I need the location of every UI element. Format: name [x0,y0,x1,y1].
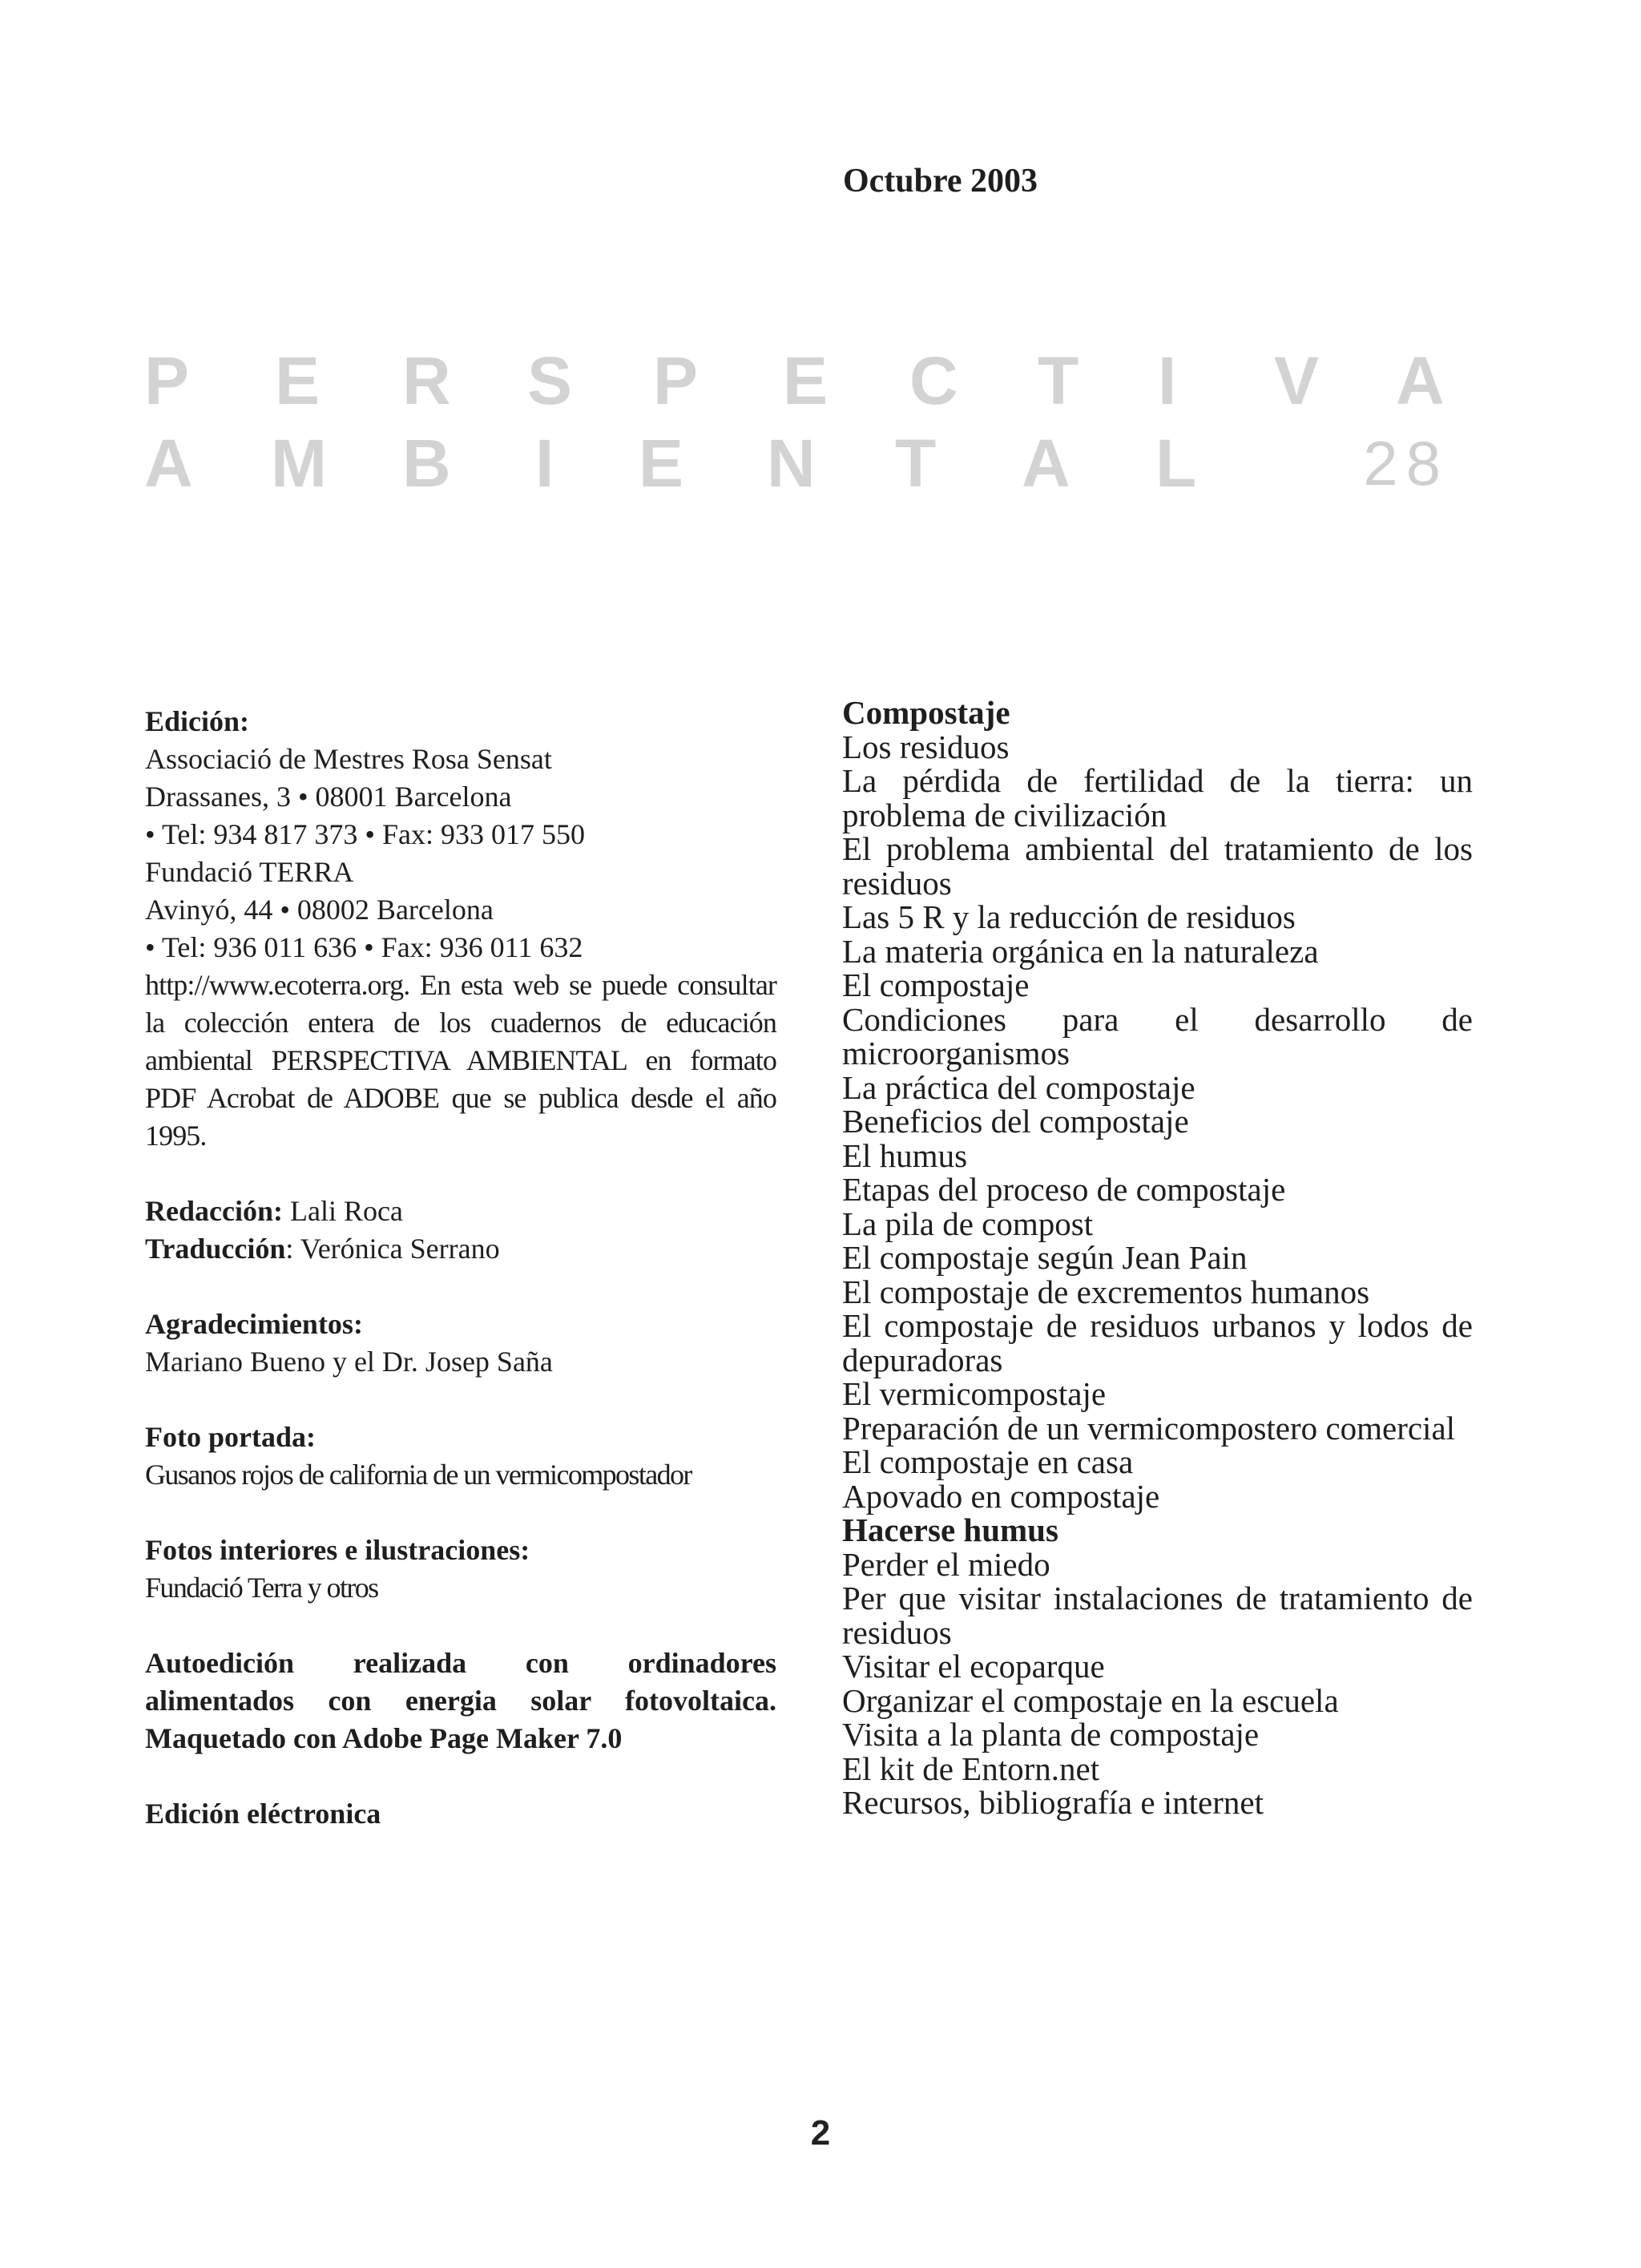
toc-entry: El vermicompostaje [842,1375,1107,1412]
toc-entry: Preparación de un vermicompostero comercial [842,1409,1456,1447]
fotos-interiores-label: Fotos interiores e ilustraciones: [145,1534,530,1566]
redaccion-value: Lali Roca [282,1195,403,1227]
toc-entry: El humus [842,1136,968,1174]
credit-line: Drassanes, 3 • 08001 Barcelona [145,781,512,813]
masthead-letter: E [783,343,829,418]
toc-entry: El compostaje según Jean Pain [842,1239,1248,1276]
masthead-letter: C [909,343,958,418]
toc-entry: La pérdida de fertilidad de la tierra: un problema de civilización [842,762,1473,833]
foto-portada-label: Foto portada: [145,1421,316,1453]
masthead-letter: T [1038,343,1079,418]
masthead-letter: E [639,426,684,501]
toc-entry: Etapas del proceso de compostaje [842,1171,1286,1208]
masthead-letter: I [1158,343,1177,418]
table-of-contents [842,696,1473,1820]
toc-entry: El compostaje de residuos urbanos y lodos de depuradoras [842,1307,1473,1378]
web-description: http://www.ecoterra.org. En esta web se puede consultar la colección entera de los cuadernos de educación ambiental PERSPECTIVA AMBIENTAL en formato PDF Acrobat de ADOBE que se publica desde el año 1995. [145,969,776,1152]
toc-entry: Condiciones para el desarrollo de microorganismos [842,1000,1473,1071]
masthead-letter: L [1155,426,1197,501]
credit-line: Fundació TERRA [145,856,354,888]
masthead-letter: N [767,426,816,501]
toc-entry: Visitar el ecoparque [842,1648,1105,1685]
masthead-letter: A [1022,426,1070,501]
credit-line: Avinyó, 44 • 08002 Barcelona [145,894,494,926]
toc-entry: El compostaje [842,967,1030,1003]
masthead-letter: V [1274,343,1320,418]
masthead-letter: P [653,343,699,418]
toc-entry: Organizar el compostaje en la escuela [842,1681,1339,1719]
toc-section-heading: Compostaje [842,694,1010,731]
issue-date: Octubre 2003 [843,163,1038,200]
toc-entry: Perder el miedo [842,1545,1050,1583]
masthead-letter: M [271,426,327,501]
toc-entry: Recursos, bibliografía e internet [842,1784,1264,1821]
credit-line: • Tel: 936 011 636 • Fax: 936 011 632 [145,931,583,963]
toc-entry: La pila de compost [842,1205,1094,1242]
masthead-letter: E [275,343,321,418]
toc-entry: El compostaje en casa [842,1443,1134,1480]
toc-entry: El problema ambiental del tratamiento de los residuos [842,830,1473,902]
masthead-letter: I [535,426,554,501]
agradecimientos-value: Mariano Bueno y el Dr. Josep Saña [145,1346,553,1378]
toc-entry: Per que visitar instalaciones de tratamiento de residuos [842,1580,1473,1651]
masthead-letter: A [144,426,193,501]
fotos-interiores-value: Fundació Terra y otros [145,1572,378,1604]
foto-portada-value: Gusanos rojos de california de un vermicompostador [145,1459,691,1491]
traduccion-label: Traducción [145,1233,286,1265]
masthead-letter: B [402,426,451,501]
masthead-title-line-1 [144,341,1449,421]
credit-line: • Tel: 934 817 373 • Fax: 933 017 550 [145,818,586,850]
toc-entry: Visita a la planta de compostaje [842,1716,1260,1753]
toc-entry: Los residuos [842,728,1010,765]
redaccion-label: Redacción: [145,1195,283,1227]
issue-number: 28 [1363,428,1449,498]
credits-column [145,703,776,1833]
masthead-letter: A [1396,343,1445,418]
agradecimientos-label: Agradecimientos: [145,1308,363,1340]
credit-line: Associació de Mestres Rosa Sensat [145,743,552,775]
toc-entry: La práctica del compostaje [842,1068,1195,1106]
toc-entry: Las 5 R y la reducción de residuos [842,898,1296,935]
toc-section-heading: Hacerse humus [842,1511,1058,1548]
masthead-title-line-2 [144,423,1449,503]
page-number: 2 [810,2113,831,2153]
autoedicion-note: Autoedición realizada con ordinadores alimentados con energia solar fotovoltaica. Maquetado con Adobe Page Maker 7.0 [145,1647,776,1754]
toc-entry: El compostaje de excrementos humanos [842,1273,1370,1310]
toc-entry: Beneficios del compostaje [842,1103,1189,1140]
masthead-letter: S [527,343,573,418]
masthead-letter: R [402,343,451,418]
toc-entry: La materia orgánica en la naturaleza [842,932,1319,970]
traduccion-value: : Verónica Serrano [285,1233,500,1265]
toc-entry: El kit de Entorn.net [842,1749,1100,1787]
edicion-electronica: Edición eléctronica [145,1798,381,1830]
masthead-letter: T [895,426,937,501]
toc-entry: Apovado en compostaje [842,1477,1160,1515]
edicion-label: Edición: [145,705,250,737]
masthead-letter: P [144,343,190,418]
